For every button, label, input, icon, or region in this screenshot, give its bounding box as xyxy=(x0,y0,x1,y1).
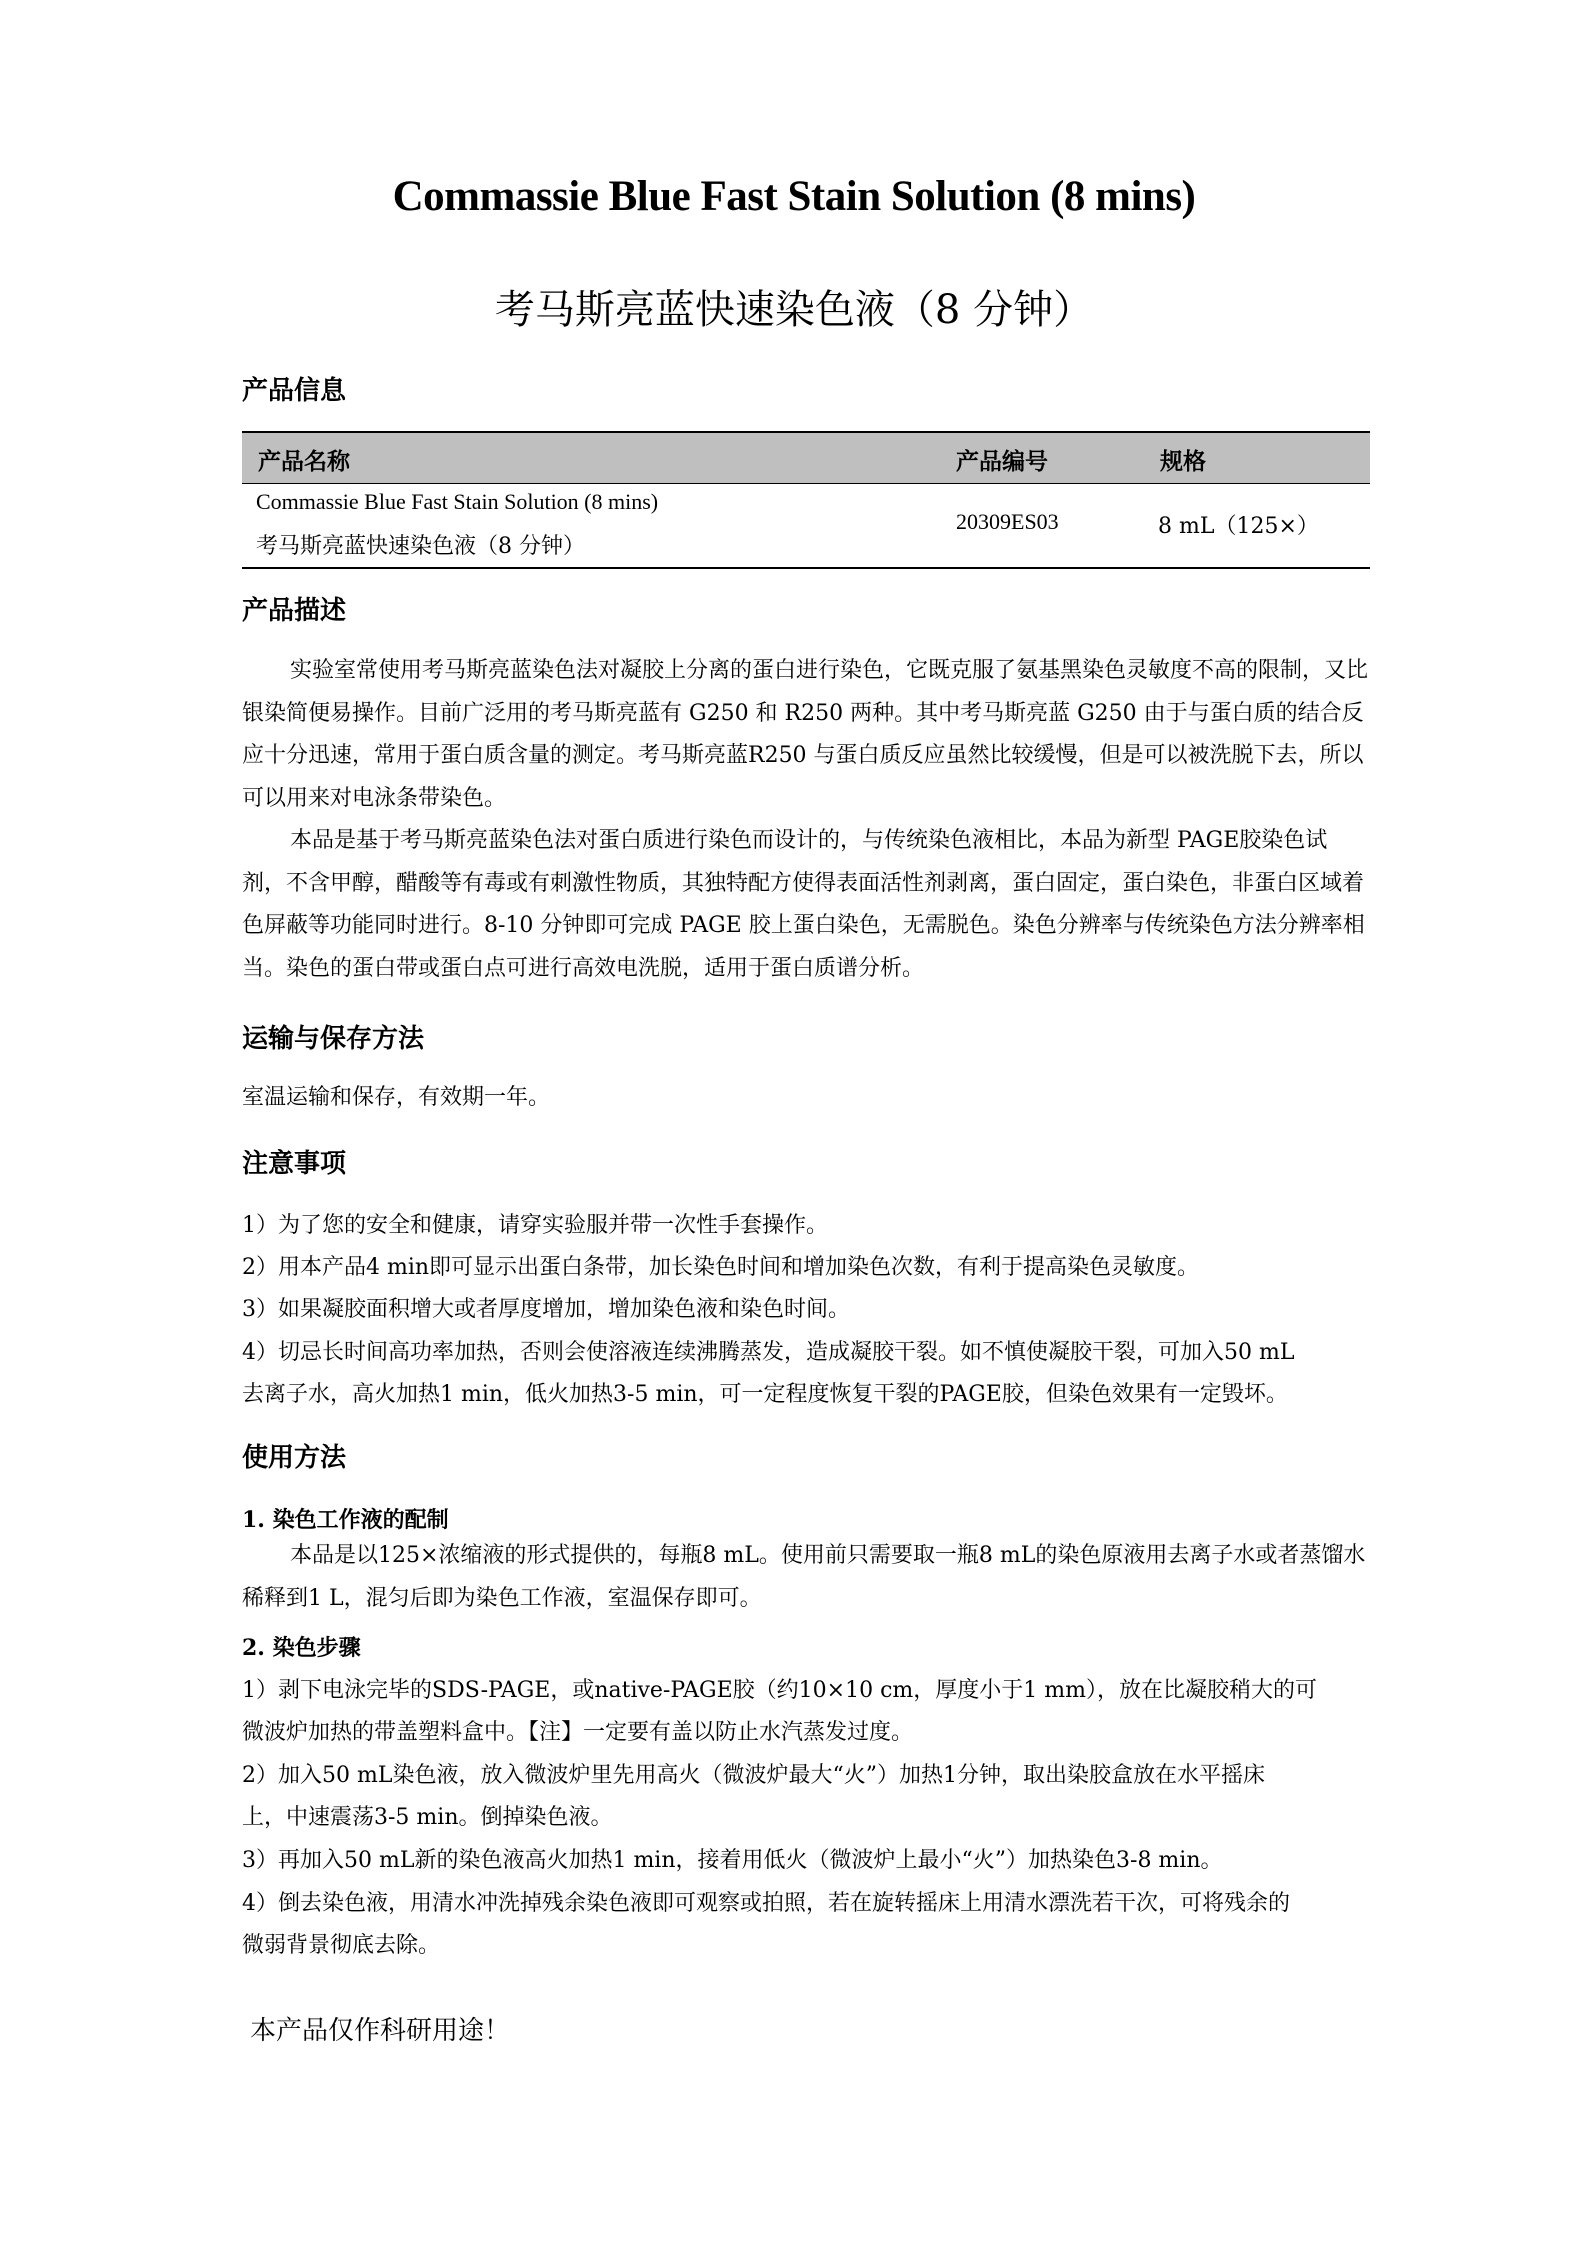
cell-spec: 8 mL（125×） xyxy=(1158,514,1319,539)
usage-step: 1）剥下电泳完毕的SDS-PAGE，或native-PAGE胶（约10×10 cm，厚度小于1 mm），放在比凝胶稍大的可 xyxy=(242,1678,1317,1703)
header-product-name: 产品名称 xyxy=(258,448,350,475)
cell-name-english: Commassie Blue Fast Stain Solution (8 mins) xyxy=(256,489,659,514)
usage-step-continued: 微波炉加热的带盖塑料盒中。【注】一定要有盖以防止水汽蒸发过度。 xyxy=(242,1720,914,1745)
heading-usage: 使用方法 xyxy=(242,1443,347,1473)
header-product-code: 产品编号 xyxy=(956,448,1048,475)
cell-name-chinese: 考马斯亮蓝快速染色液（8 分钟） xyxy=(256,534,585,559)
usage-subheading-2: 2. 染色步骤 xyxy=(242,1635,361,1661)
title-english: Commassie Blue Fast Stain Solution (8 mins) xyxy=(392,173,1196,220)
usage-step-continued: 微弱背景彻底去除。 xyxy=(242,1933,441,1958)
description-paragraph-1: 实验室常使用考马斯亮蓝染色法对凝胶上分离的蛋白进行染色，它既克服了氨基黑染色灵敏度不高的限制，又比银染简便易操作。目前广泛用的考马斯亮蓝有 G250 和 R250 两种。其中考马斯亮蓝 G250 由于与蛋白质的结合反应十分迅速，常用于蛋白质含量的测定。考马斯亮蓝R250 与蛋白质反应虽然比较缓慢，但是可以被洗脱下去，所以可以用来对电泳条带染色。 xyxy=(242,658,1369,811)
note-item: 1）为了您的安全和健康，请穿实验服并带一次性手套操作。 xyxy=(242,1213,828,1238)
research-use-only-note: 本产品仅作科研用途！ xyxy=(250,2016,511,2046)
usage-preparation-text: 本品是以125×浓缩液的形式提供的，每瓶8 mL。使用前只需要取一瓶8 mL的染色原液用去离子水或者蒸馏水稀释到1 L，混匀后即为染色工作液，室温保存即可。 xyxy=(242,1543,1366,1611)
usage-step: 2）加入50 mL染色液，放入微波炉里先用高火（微波炉最大“火”）加热1分钟，取出染胶盒放在水平摇床 xyxy=(242,1763,1265,1788)
title-chinese: 考马斯亮蓝快速染色液（8 分钟） xyxy=(494,287,1094,333)
usage-step: 4）倒去染色液，用清水冲洗掉残余染色液即可观察或拍照，若在旋转摇床上用清水漂洗若干次，可将残余的 xyxy=(242,1891,1291,1916)
usage-step: 3）再加入50 mL新的染色液高火加热1 min，接着用低火（微波炉上最小“火”）加热染色3-8 min。 xyxy=(242,1848,1223,1873)
cell-product-code: 20309ES03 xyxy=(956,509,1059,534)
heading-storage: 运输与保存方法 xyxy=(242,1024,425,1054)
note-item: 2）用本产品4 min即可显示出蛋白条带，加长染色时间和增加染色次数，有利于提高染色灵敏度。 xyxy=(242,1255,1200,1280)
storage-text: 室温运输和保存，有效期一年。 xyxy=(242,1085,551,1110)
note-item: 3）如果凝胶面积增大或者厚度增加，增加染色液和染色时间。 xyxy=(242,1297,850,1322)
usage-subheading-1: 1. 染色工作液的配制 xyxy=(242,1507,449,1533)
note-item-continued: 去离子水，高火加热1 min，低火加热3-5 min，可一定程度恢复干裂的PAGE胶，但染色效果有一定毁坏。 xyxy=(242,1382,1288,1407)
heading-notes: 注意事项 xyxy=(242,1149,347,1179)
usage-step-continued: 上，中速震荡3-5 min。倒掉染色液。 xyxy=(242,1805,613,1830)
note-item: 4）切忌长时间高功率加热，否则会使溶液连续沸腾蒸发，造成凝胶干裂。如不慎使凝胶干裂，可加入50 mL xyxy=(242,1340,1295,1365)
heading-product-info: 产品信息 xyxy=(242,376,347,406)
product-table xyxy=(242,431,1370,569)
description-paragraph-2: 本品是基于考马斯亮蓝染色法对蛋白质进行染色而设计的，与传统染色液相比，本品为新型 PAGE胶染色试剂，不含甲醇，醋酸等有毒或有刺激性物质，其独特配方使得表面活性剂剥离，蛋白固定，蛋白染色，非蛋白区域着色屏蔽等功能同时进行。8-10 分钟即可完成 PAGE 胶上蛋白染色，无需脱色。染色分辨率与传统染色方法分辨率相当。染色的蛋白带或蛋白点可进行高效电洗脱，适用于蛋白质谱分析。 xyxy=(242,828,1365,981)
header-spec: 规格 xyxy=(1160,448,1206,475)
heading-description: 产品描述 xyxy=(242,596,347,626)
table-header-row xyxy=(242,433,1370,484)
